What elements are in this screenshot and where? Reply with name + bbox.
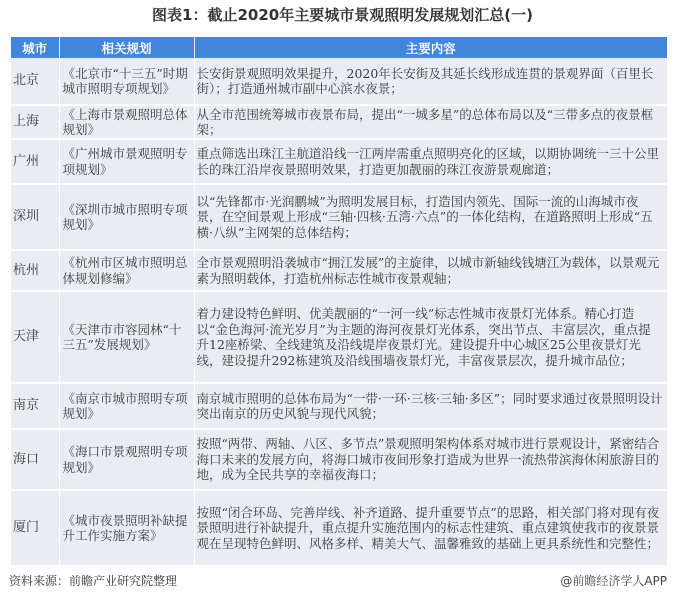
table-row — [11, 429, 667, 490]
table-row — [11, 139, 667, 184]
city-cell: 厦门 — [11, 490, 59, 566]
city-cell: 南京 — [11, 383, 59, 429]
plan-cell: 《海口市景观照明专项规划》 — [59, 429, 194, 490]
content-cell: 重点筛选出珠江主航道沿线一江两岸需重点照明亮化的区域，以期协调统一三十公里长的珠江沿岸夜景照明效果，打造更加靓丽的珠江夜游景观廊道； — [194, 139, 667, 184]
city-cell: 上海 — [11, 105, 59, 139]
credit-watermark: @前瞻经济学人APP — [560, 574, 667, 588]
header-content: 主要内容 — [194, 37, 667, 58]
plan-cell: 《杭州市区城市照明总体规划修编》 — [59, 250, 194, 291]
plan-cell: 《南京市城市照明专项规划》 — [59, 383, 194, 429]
plan-cell: 《广州城市景观照明专项规划》 — [59, 139, 194, 184]
header-city: 城市 — [11, 37, 59, 58]
content-cell: 以“先锋都市·光润鹏城”为照明发展目标，打造国内领先、国际一流的山海城市夜景，在空间景观上形成“三轴·四核·五湾·六点”的一体化结构，在道路照明上形成“五横·八纵”主网架的总体结构； — [194, 184, 667, 250]
content-cell: 全市景观照明沿袭城市“拥江发展”的主旋律，以城市新轴线钱塘江为载体，以景观元素为照明载体，打造杭州标志性城市夜景观轴； — [194, 250, 667, 291]
city-cell: 海口 — [11, 429, 59, 490]
table-row — [11, 105, 667, 139]
city-cell: 天津 — [11, 291, 59, 383]
table-row — [11, 291, 667, 383]
content-cell: 长安街景观照明效果提升，2020年长安街及其延长线形成连贯的景观界面（百里长街）；打造通州城市副中心滨水夜景； — [194, 58, 667, 105]
table-row — [11, 58, 667, 105]
city-cell: 北京 — [11, 58, 59, 105]
table-row — [11, 490, 667, 566]
table-row — [11, 250, 667, 291]
header-plan: 相关规划 — [59, 37, 194, 58]
city-cell: 深圳 — [11, 184, 59, 250]
plan-cell: 《天津市市容园林“十三五”发展规划》 — [59, 291, 194, 383]
planning-table — [11, 37, 667, 567]
plan-cell: 《城市夜景照明补缺提升工作实施方案》 — [59, 490, 194, 566]
city-cell: 杭州 — [11, 250, 59, 291]
source-note: 资料来源：前瞻产业研究院整理 — [9, 574, 178, 588]
content-cell: 从全市范围统筹城市夜景布局，提出“一城多星”的总体布局以及“三带多点的夜景框架； — [194, 105, 667, 139]
content-cell: 按照“两带、两轴、八区、多节点”景观照明架构体系对城市进行景观设计，紧密结合海口未来的发展方向，将海口城市夜间形象打造成为世界一流热带滨海休闲旅游目的地，成为全民共享的幸福夜海口； — [194, 429, 667, 490]
plan-cell: 《上海市景观照明总体规划》 — [59, 105, 194, 139]
table-row — [11, 383, 667, 429]
content-cell: 着力建设特色鲜明、优美靓丽的“一河一线”标志性城市夜景灯光体系。精心打造以“金色海河·流光岁月”为主题的海河夜景灯光体系，突出节点、丰富层次，重点提升12座桥梁、全线建筑及沿线堤岸夜景灯光。建设提升中心城区25公里夜景灯光线，建设提升292栋建筑及沿线围墙夜景灯光，丰富夜景层次，提升城市品位； — [194, 291, 667, 383]
table-row — [11, 184, 667, 250]
chart-title: 图表1：截止2020年主要城市景观照明发展规划汇总(一) — [152, 6, 533, 24]
content-cell: 南京城市照明的总体布局为“一带·一环·三核·三轴·多区”；同时要求通过夜景照明设计突出南京的历史风貌与现代风貌； — [194, 383, 667, 429]
table-header-row — [11, 37, 667, 58]
content-cell: 按照“闭合环岛、完善岸线、补齐道路、提升重要节点”的思路，相关部门将对现有夜景照明进行补缺提升，重点提升实施范围内的标志性建筑、重点建筑使我市的夜景景观在呈现特色鲜明、风格多样、精美大气、温馨雅致的基础上更具系统性和完整性； — [194, 490, 667, 566]
plan-cell: 《北京市“十三五”时期城市照明专项规划》 — [59, 58, 194, 105]
plan-cell: 《深圳市城市照明专项规划》 — [59, 184, 194, 250]
city-cell: 广州 — [11, 139, 59, 184]
